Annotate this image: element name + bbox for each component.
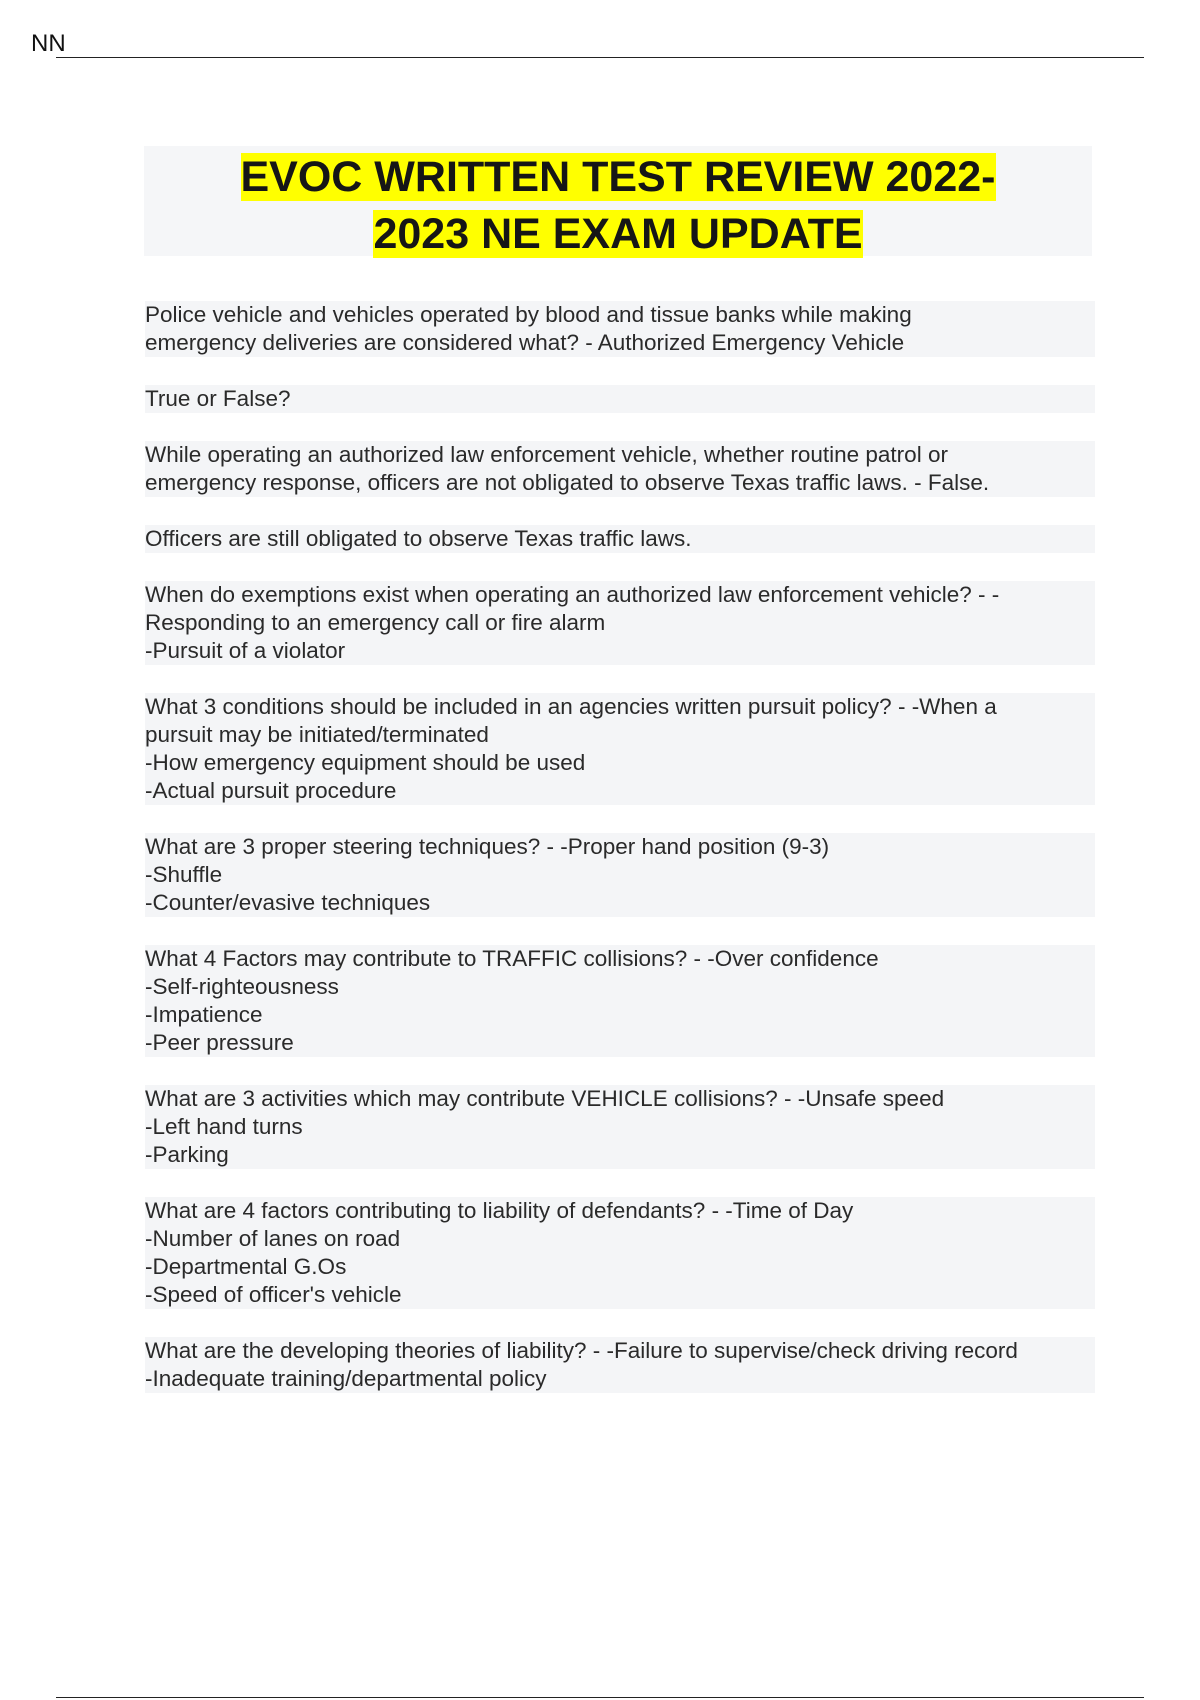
text-line: emergency deliveries are considered what? - Authorized Emergency Vehicle xyxy=(145,329,1095,357)
text-line: -Peer pressure xyxy=(145,1029,1095,1057)
qa-paragraph xyxy=(145,385,1095,413)
text-line: -Impatience xyxy=(145,1001,1095,1029)
footer-rule xyxy=(56,1697,1144,1698)
text-line: -Counter/evasive techniques xyxy=(145,889,1095,917)
text-line: What 4 Factors may contribute to TRAFFIC collisions? - -Over confidence xyxy=(145,945,1095,973)
paragraph-text xyxy=(145,301,1095,357)
paragraph-text xyxy=(145,441,1095,497)
text-line: -Left hand turns xyxy=(145,1113,1095,1141)
text-line: What are the developing theories of liability? - -Failure to supervise/check driving record xyxy=(145,1337,1095,1365)
qa-paragraph xyxy=(145,581,1095,665)
text-line: -Speed of officer's vehicle xyxy=(145,1281,1095,1309)
text-line: -Shuffle xyxy=(145,861,1095,889)
title-line-1: EVOC WRITTEN TEST REVIEW 2022- xyxy=(240,153,996,201)
paragraph-text xyxy=(145,1337,1095,1393)
text-line: What 3 conditions should be included in an agencies written pursuit policy? - -When a xyxy=(145,693,1095,721)
paragraph-text xyxy=(145,1197,1095,1309)
paragraph-text xyxy=(145,1085,1095,1169)
text-line: -Actual pursuit procedure xyxy=(145,777,1095,805)
title-line-2: 2023 NE EXAM UPDATE xyxy=(373,210,863,258)
text-line: -Departmental G.Os xyxy=(145,1253,1095,1281)
text-line: Police vehicle and vehicles operated by blood and tissue banks while making xyxy=(145,301,1095,329)
text-line: emergency response, officers are not obligated to observe Texas traffic laws. - False. xyxy=(145,469,1095,497)
text-line: Officers are still obligated to observe Texas traffic laws. xyxy=(145,525,1095,553)
qa-paragraph xyxy=(145,693,1095,805)
paragraph-text xyxy=(145,945,1095,1057)
text-line: What are 4 factors contributing to liability of defendants? - -Time of Day xyxy=(145,1197,1095,1225)
qa-paragraph xyxy=(145,1085,1095,1169)
qa-paragraph xyxy=(145,441,1095,497)
header-rule xyxy=(56,57,1144,58)
text-line: -Pursuit of a violator xyxy=(145,637,1095,665)
paragraph-text xyxy=(145,693,1095,805)
text-line: -How emergency equipment should be used xyxy=(145,749,1095,777)
text-line: When do exemptions exist when operating an authorized law enforcement vehicle? - - xyxy=(145,581,1095,609)
qa-paragraph xyxy=(145,525,1095,553)
qa-paragraph xyxy=(145,833,1095,917)
paragraph-text xyxy=(145,385,1095,413)
document-content xyxy=(145,301,1095,1421)
document-title xyxy=(144,146,1092,263)
title-box xyxy=(144,146,1092,256)
text-line: Responding to an emergency call or fire alarm xyxy=(145,609,1095,637)
text-line: True or False? xyxy=(145,385,1095,413)
text-line: pursuit may be initiated/terminated xyxy=(145,721,1095,749)
paragraph-text xyxy=(145,833,1095,917)
paragraph-text xyxy=(145,581,1095,665)
text-line: -Self-righteousness xyxy=(145,973,1095,1001)
qa-paragraph xyxy=(145,301,1095,357)
text-line: What are 3 proper steering techniques? - -Proper hand position (9-3) xyxy=(145,833,1095,861)
text-line: -Number of lanes on road xyxy=(145,1225,1095,1253)
qa-paragraph xyxy=(145,945,1095,1057)
text-line: What are 3 activities which may contribute VEHICLE collisions? - -Unsafe speed xyxy=(145,1085,1095,1113)
text-line: While operating an authorized law enforcement vehicle, whether routine patrol or xyxy=(145,441,1095,469)
paragraph-text xyxy=(145,525,1095,553)
text-line: -Parking xyxy=(145,1141,1095,1169)
qa-paragraph xyxy=(145,1197,1095,1309)
qa-paragraph xyxy=(145,1337,1095,1393)
text-line: -Inadequate training/departmental policy xyxy=(145,1365,1095,1393)
header-label: NN xyxy=(31,30,66,57)
